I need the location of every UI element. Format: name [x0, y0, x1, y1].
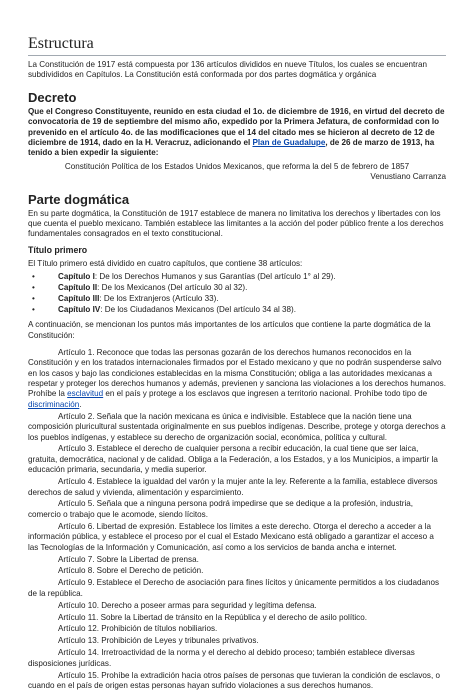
chapter-text: : De los Mexicanos (Del artículo 30 al 32). [97, 283, 248, 293]
continuation-paragraph: A continuación, se mencionan los puntos más importantes de los artículos que contiene la parte dogmática de la Constitución: [28, 320, 431, 340]
bullet-icon: • [32, 283, 35, 293]
article-10: Artículo 10. Derecho a poseer armas para seguridad y legítima defensa. [58, 600, 317, 610]
bullet-icon: • [32, 272, 35, 282]
chapter-text: : De los Ciudadanos Mexicanos (Del artículo 34 al 38). [100, 304, 296, 314]
article-14: Artículo 14. Irretroactividad de la norma y el derecho al debido proceso; también establece diversas disposiciones jurídicas. [28, 648, 415, 668]
chapter-label: Capítulo IV [58, 304, 101, 314]
esclavitud-link[interactable]: esclavitud [67, 389, 104, 399]
list-item [28, 294, 446, 305]
dogmatica-paragraph: En su parte dogmática, la Constitución de 1917 establece de manera no limitativa los derechos y libertades con los que cuenta el pueblo mexicano. También establece las limitantes a la acción del poder público frente a los derechos fundamentales consagrados en el texto constitucional. [28, 208, 444, 239]
article-1-text-end: . [79, 399, 82, 409]
chapter-label: Capítulo I [58, 272, 95, 282]
chapter-text: : De los Derechos Humanos y sus Garantías (Del artículo 1° al 29). [94, 272, 336, 282]
article-11: Artículo 11. Sobre la Libertad de tránsito en la República y el derecho de asilo político. [58, 612, 367, 622]
article-2: Artículo 2. Señala que la nación mexicana es única e indivisible. Establece que la nación tiene una composición pluricultural sustentada originalmente en sus pueblos indígenas. Describe, protege y otorga derechos a los pueblos indígenas, y establece su derecho de organización social, económica, política y cultural. [28, 411, 446, 442]
decreto-block [28, 107, 446, 183]
article-1-text: Artículo 1. Reconoce que todas las personas gozarán de los derechos humanos reconocidos en la Constitución y en los tratados internacionales firmados por el Estado mexicano y que no podrán suspenderse salvo en los casos y bajo las condiciones establecidas en la misma Constitución; obliga a las autoridades mexicanas a respetar y proteger los derechos humanos y además, previenen y sanciona las violaciones a los derechos humanos. Prohíbe la [28, 347, 446, 399]
constitution-title-line: Constitución Política de los Estados Unidos Mexicanos, que reforma la del 5 de febrero de 1857 [64, 161, 410, 171]
bullet-icon: • [32, 304, 35, 314]
article-7: Artículo 7. Sobre la Libertad de prensa. [58, 554, 199, 564]
signature: Venustiano Carranza [370, 172, 446, 182]
article-9: Artículo 9. Establece el Derecho de asociación para fines lícitos y únicamente permitidos a los ciudadanos de la república. [28, 578, 440, 598]
chapter-label: Capítulo II [58, 283, 98, 293]
decreto-text-end: , de 26 de marzo de 1913, ha tenido a bien expedir la siguiente: [28, 138, 435, 158]
article-1 [28, 348, 446, 410]
article-12: Artículo 12. Prohibición de títulos nobiliarios. [58, 624, 218, 634]
article-15: Artículo 15. Prohíbe la extradición hacia otros países de personas que tuvieran la condición de esclavos, o cuando en el país de origen estas personas hayan sufrido violaciones a sus derechos humanos. [28, 670, 440, 690]
article-8: Artículo 8. Sobre el Derecho de petición. [58, 566, 204, 576]
titulo-primero-paragraph: El Título primero está dividido en cuatro capítulos, que contiene 38 artículos: [28, 258, 303, 268]
decreto-paragraph [28, 107, 446, 159]
list-item [28, 272, 446, 283]
plan-de-guadalupe-link[interactable]: Plan de Guadalupe [252, 138, 326, 148]
discriminacion-link[interactable]: discriminación [28, 399, 80, 409]
decreto-text: Que el Congreso Constituyente, reunido en esta ciudad el 1o. de diciembre de 1916, en virtud del decreto de convocatoria de 19 de septiembre del mismo año, expedido por la Primera Jefatura, de conformidad con lo prevenido en el artículo 4o. de las modificaciones que el 14 del citado mes se hicieron al decreto de 12 de diciembre de 1914, dado en la H. Veracruz, adicionando el [28, 106, 445, 148]
dogmatica-heading: Parte dogmática [28, 191, 130, 207]
chapter-label: Capítulo III [58, 293, 100, 303]
article-6: Artículo 6. Libertad de expresión. Establece los límites a este derecho. Otorga el derecho a acceder a la información pública, y establece el proceso por el cual el Estado Mexicano está obligado a garantizar el acceso a las Tecnologías de la Información y Comunicación, así como a los servicios de banda ancha e internet. [28, 521, 434, 552]
article-5: Artículo 5. Señala que a ninguna persona podrá impedirse que se dedique a la profesión, industria, comercio o trabajo que le acomode, siendo lícitos. [28, 499, 414, 519]
list-item [28, 283, 446, 294]
chapter-text: : De los Extranjeros (Artículo 33). [99, 293, 219, 303]
articles-list [28, 348, 446, 691]
chapter-list [28, 272, 446, 315]
bullet-icon: • [32, 293, 35, 303]
article-3: Artículo 3. Establece el derecho de cualquier persona a recibir educación, la cual tiene que ser laica, gratuita, democrática, nacional y de calidad. Obliga a la Federación, a los Estados, y a los Municipios, a impartir la educación primaria, secundaria, y media superior. [28, 444, 438, 475]
article-4: Artículo 4. Establece la igualdad del varón y la mujer ante la ley. Referente a la familia, establece diversos derechos de salud y vivienda, alimentación y esparcimiento. [28, 477, 438, 497]
section-heading: Estructura [28, 35, 446, 56]
article-1-text-mid: en el país y protege a los esclavos que ingresen a territorio nacional. Prohíbe todo tipo de [103, 389, 428, 399]
list-item [28, 305, 446, 316]
intro-paragraph: La Constitución de 1917 está compuesta por 136 artículos divididos en nueve Títulos, los cuales se encuentran subdivididos en Capítulos. La Constitución está conformada por dos partes dogmática y orgánica [28, 60, 427, 80]
decreto-heading: Decreto [28, 89, 77, 105]
titulo-primero-heading: Título primero [28, 244, 88, 255]
article-13: Artículo 13. Prohibición de Leyes y tribunales privativos. [58, 636, 259, 646]
